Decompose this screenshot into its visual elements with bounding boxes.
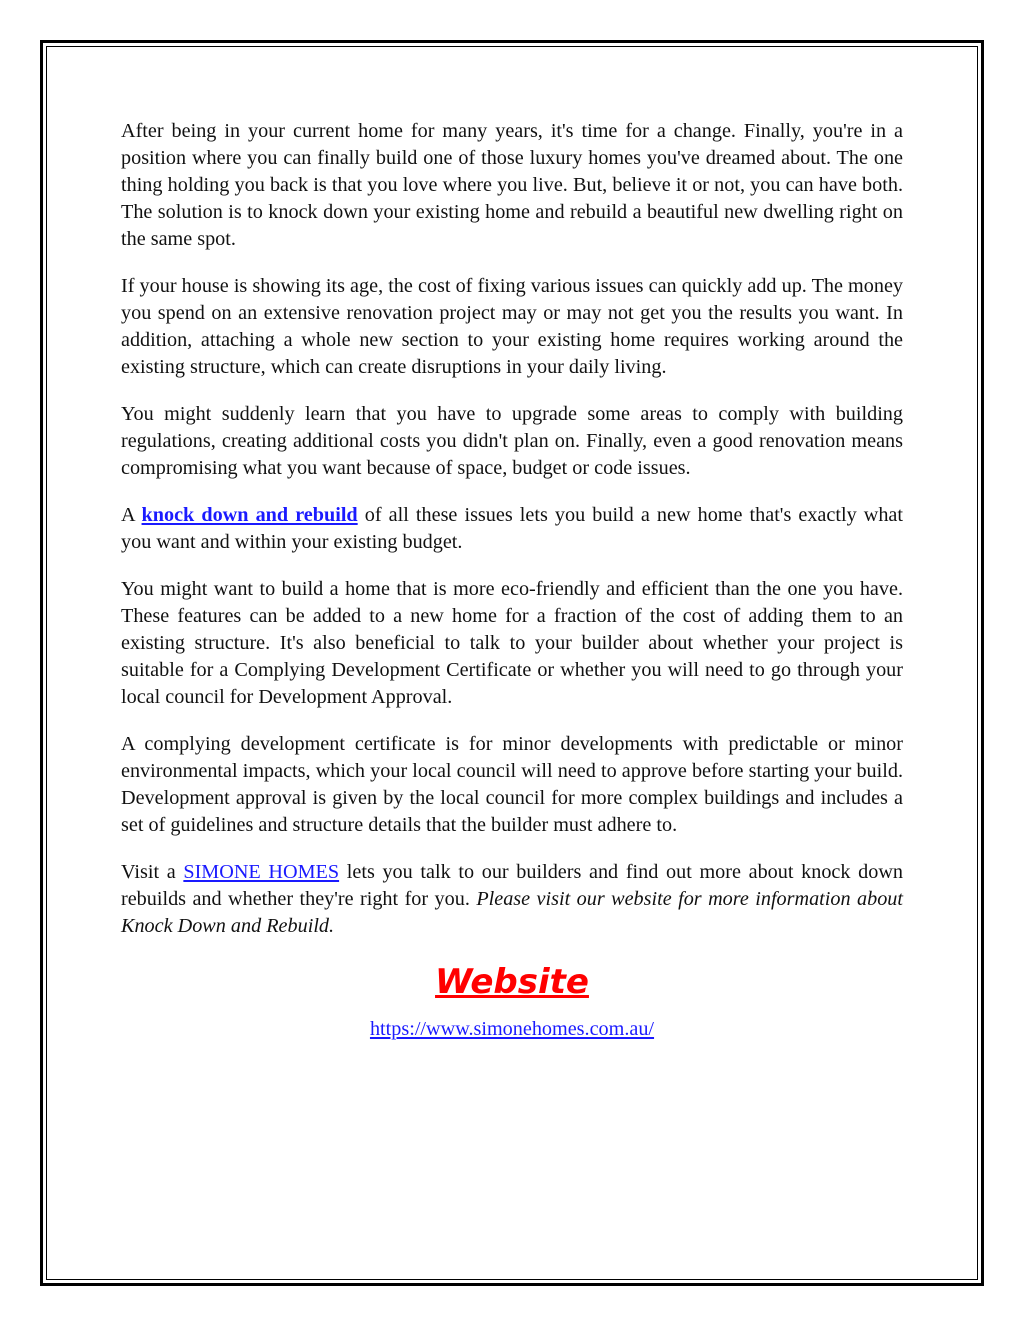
document-body [121,118,903,1043]
paragraph-renovation-cost: If your house is showing its age, the cost of fixing various issues can quickly add up. The money you spend on an extensive renovation project may or may not get you the results you want. In addition, attaching a whole new section to your existing home requires working around the existing structure, which can create disruptions in your daily living. [121,275,903,378]
paragraph-visit-prefix: Visit a [121,861,184,883]
knock-down-rebuild-link[interactable]: knock down and rebuild [141,504,358,526]
website-url-row [121,1016,903,1043]
paragraph-visit [121,859,903,940]
paragraph-visit-middle: lets you talk to our builders and find out more about knock down rebuilds and whether they're right for you. [121,861,904,910]
paragraph-knock-down-prefix: A [121,504,142,526]
paragraph-eco-friendly: You might want to build a home that is more eco-friendly and efficient than the one you have. These features can be added to a new home for a fraction of the cost of adding them to an existing structure. It's also beneficial to talk to your builder about whether your project is suitable for a Complying Development Certificate or whether you will need to go through your local council for Development Approval. [121,578,903,708]
website-url-link[interactable]: https://www.simonehomes.com.au/ [369,1018,655,1040]
paragraph-visit-italic: Please visit our website for more information about Knock Down and Rebuild. [121,888,904,937]
paragraph-regulations: You might suddenly learn that you have to upgrade some areas to comply with building regulations, creating additional costs you didn't plan on. Finally, even a good renovation means compromising what you want because of space, budget or code issues. [121,403,903,479]
paragraph-intro: After being in your current home for many years, it's time for a change. Finally, you're in a position where you can finally build one of those luxury homes you've dreamed about. The one thing holding you back is that you love where you live. But, believe it or not, you can have both. The solution is to knock down your existing home and rebuild a beautiful new dwelling right on the same spot. [121,120,903,250]
paragraph-knock-down-suffix: of all these issues lets you build a new home that's exactly what you want and within your existing budget. [121,504,903,553]
paragraph-knock-down [121,502,903,556]
website-heading: Website [435,962,589,1002]
paragraph-complying-certificate: A complying development certificate is for minor developments with predictable or minor environmental impacts, which your local council will need to approve before starting your build. Development approval is given by the local council for more complex buildings and includes a set of guidelines and structure details that the builder must adhere to. [121,733,903,836]
simone-homes-link[interactable]: SIMONE HOMES [183,861,340,883]
